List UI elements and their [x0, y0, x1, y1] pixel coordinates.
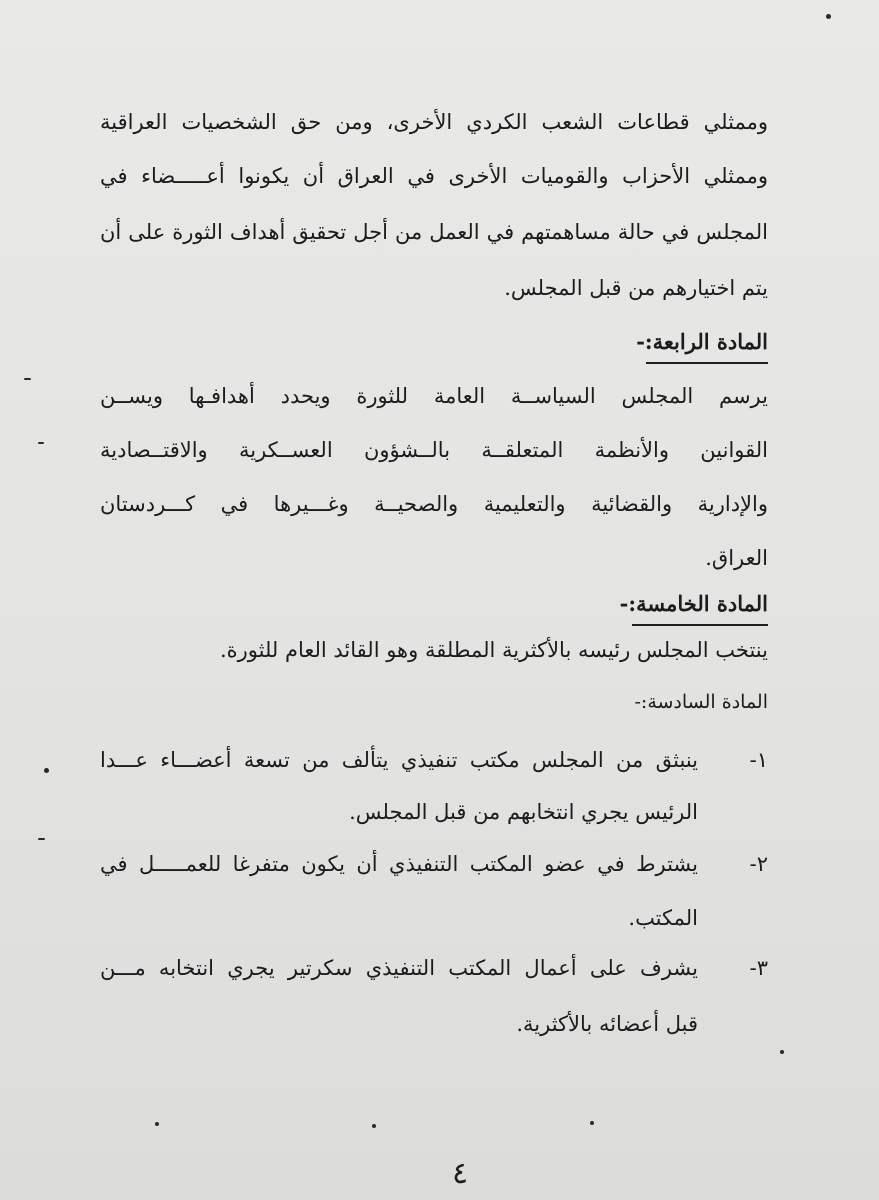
heading-underline: [632, 624, 768, 626]
scan-speck: [38, 442, 44, 444]
article-5-heading: المادة الخامسة:-: [619, 591, 768, 616]
list-item-line: قبل أعضائه بالأكثرية.: [516, 1012, 698, 1036]
paragraph-line: يتم اختيارهم من قبل المجلس.: [504, 276, 768, 300]
scan-speck: [590, 1121, 594, 1125]
paragraph-line: العراق.: [705, 546, 768, 570]
paragraph-line: القوانين والأنظمة المتعلقــة بالــشؤون العســكرية والاقتــصادية: [100, 438, 768, 462]
scan-speck: [38, 838, 45, 840]
paragraph-line: يرسم المجلس السياســة العامة للثورة ويحدد أهدافـها ويســن: [100, 384, 768, 408]
list-item-line: يشرف على أعمال المكتب التنفيذي سكرتير يجري انتخابه مـــن: [100, 956, 698, 980]
list-item-line: المكتب.: [628, 906, 698, 930]
list-item-number: ٣-: [749, 956, 768, 980]
scan-speck: [24, 378, 31, 380]
paragraph-line: وممثلي قطاعات الشعب الكردي الأخرى، ومن حق الشخصيات العراقية: [100, 110, 768, 134]
paragraph-line: المجلس في حالة مساهمتهم في العمل من أجل تحقيق أهداف الثورة على أن: [100, 220, 768, 244]
list-item-number: ١-: [749, 748, 768, 772]
paragraph-line: ينتخب المجلس رئيسه بالأكثرية المطلقة وهو القائد العام للثورة.: [219, 638, 768, 662]
paragraph-line: والإدارية والقضائية والتعليمية والصحيــة وغـــيرها في كـــردستان: [100, 492, 768, 516]
heading-underline: [646, 362, 768, 364]
page-number: ٤: [451, 1156, 469, 1191]
article-4-heading: المادة الرابعة:-: [636, 329, 768, 354]
scan-speck: [826, 14, 831, 19]
article-6-heading: المادة السادسة:-: [634, 691, 768, 713]
list-item-line: يشترط في عضو المكتب التنفيذي أن يكون متفرغا للعمـــــل في: [100, 852, 698, 876]
paragraph-line: وممثلي الأحزاب والقوميات الأخرى في العراق أن يكونوا أعـــــضاء في: [100, 164, 768, 188]
scan-speck: [780, 1050, 784, 1054]
scan-speck: [44, 768, 49, 773]
scan-speck: [372, 1124, 376, 1128]
list-item-line: ينبثق من المجلس مكتب تنفيذي يتألف من تسعة أعضـــاء عـــدا: [100, 748, 698, 772]
list-item-number: ٢-: [749, 852, 768, 876]
scan-speck: [155, 1122, 159, 1126]
list-item-line: الرئيس يجري انتخابهم من قبل المجلس.: [349, 800, 698, 824]
